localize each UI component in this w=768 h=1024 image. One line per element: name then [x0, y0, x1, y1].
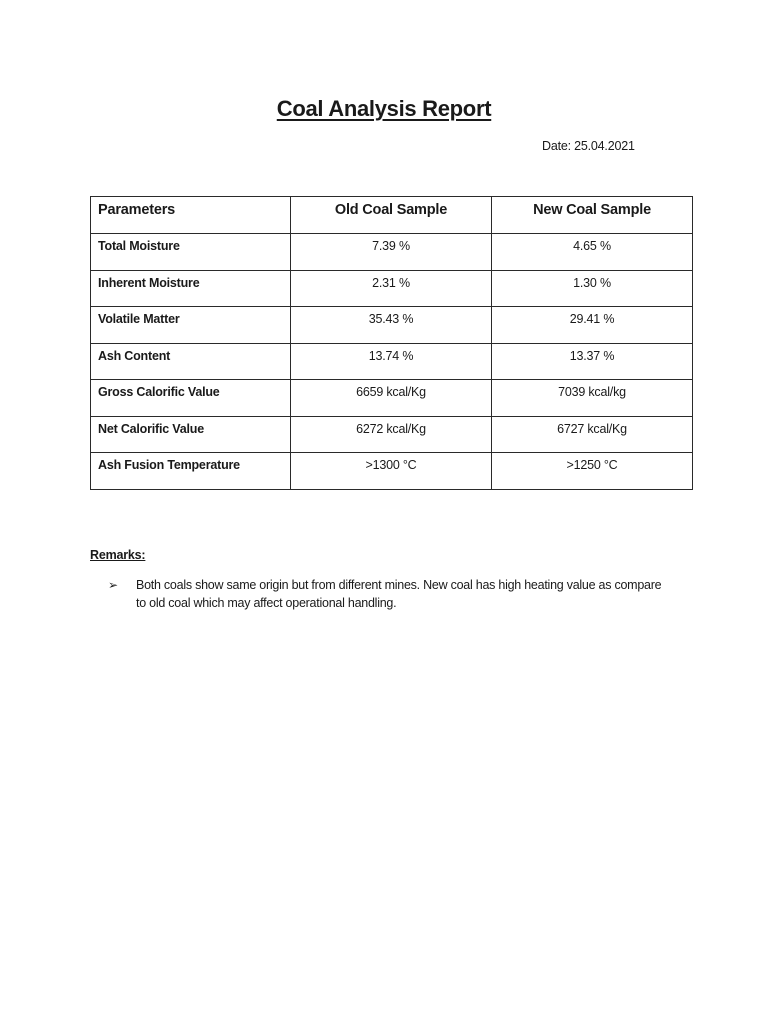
- new-sample-cell: 7039 kcal/kg: [492, 380, 693, 417]
- table-row: [91, 416, 693, 453]
- header-old-coal-sample: Old Coal Sample: [291, 197, 492, 234]
- coal-analysis-table: [90, 196, 693, 490]
- new-sample-cell: 13.37 %: [492, 343, 693, 380]
- old-sample-cell: 6659 kcal/Kg: [291, 380, 492, 417]
- parameter-cell: Total Moisture: [91, 234, 291, 271]
- report-date: Date: 25.04.2021: [542, 139, 635, 153]
- remark-text: Both coals show same origin but from different mines. New coal has high heating value as compare to old coal which may affect operational handling.: [136, 578, 662, 610]
- parameter-cell: Volatile Matter: [91, 307, 291, 344]
- old-sample-cell: 13.74 %: [291, 343, 492, 380]
- parameter-cell: Inherent Moisture: [91, 270, 291, 307]
- new-sample-cell: 6727 kcal/Kg: [492, 416, 693, 453]
- report-title: [0, 96, 768, 122]
- new-sample-cell: 4.65 %: [492, 234, 693, 271]
- table-row: [91, 380, 693, 417]
- remarks-heading: Remarks:: [90, 548, 146, 562]
- old-sample-cell: 7.39 %: [291, 234, 492, 271]
- remark-item: [108, 576, 668, 612]
- table-header-row: [91, 197, 693, 234]
- table-row: [91, 453, 693, 490]
- old-sample-cell: 6272 kcal/Kg: [291, 416, 492, 453]
- report-title-text: Coal Analysis Report: [276, 96, 492, 121]
- table-row: [91, 343, 693, 380]
- new-sample-cell: 29.41 %: [492, 307, 693, 344]
- arrowhead-bullet-icon: ➢: [108, 578, 118, 592]
- parameter-cell: Gross Calorific Value: [91, 380, 291, 417]
- new-sample-cell: 1.30 %: [492, 270, 693, 307]
- table-row: [91, 307, 693, 344]
- old-sample-cell: 2.31 %: [291, 270, 492, 307]
- table-row: [91, 270, 693, 307]
- new-sample-cell: >1250 °C: [492, 453, 693, 490]
- header-new-coal-sample: New Coal Sample: [492, 197, 693, 234]
- old-sample-cell: 35.43 %: [291, 307, 492, 344]
- header-parameters: Parameters: [91, 197, 291, 234]
- parameter-cell: Ash Content: [91, 343, 291, 380]
- parameter-cell: Net Calorific Value: [91, 416, 291, 453]
- old-sample-cell: >1300 °C: [291, 453, 492, 490]
- parameter-cell: Ash Fusion Temperature: [91, 453, 291, 490]
- remarks-list: [108, 576, 668, 612]
- table-row: [91, 234, 693, 271]
